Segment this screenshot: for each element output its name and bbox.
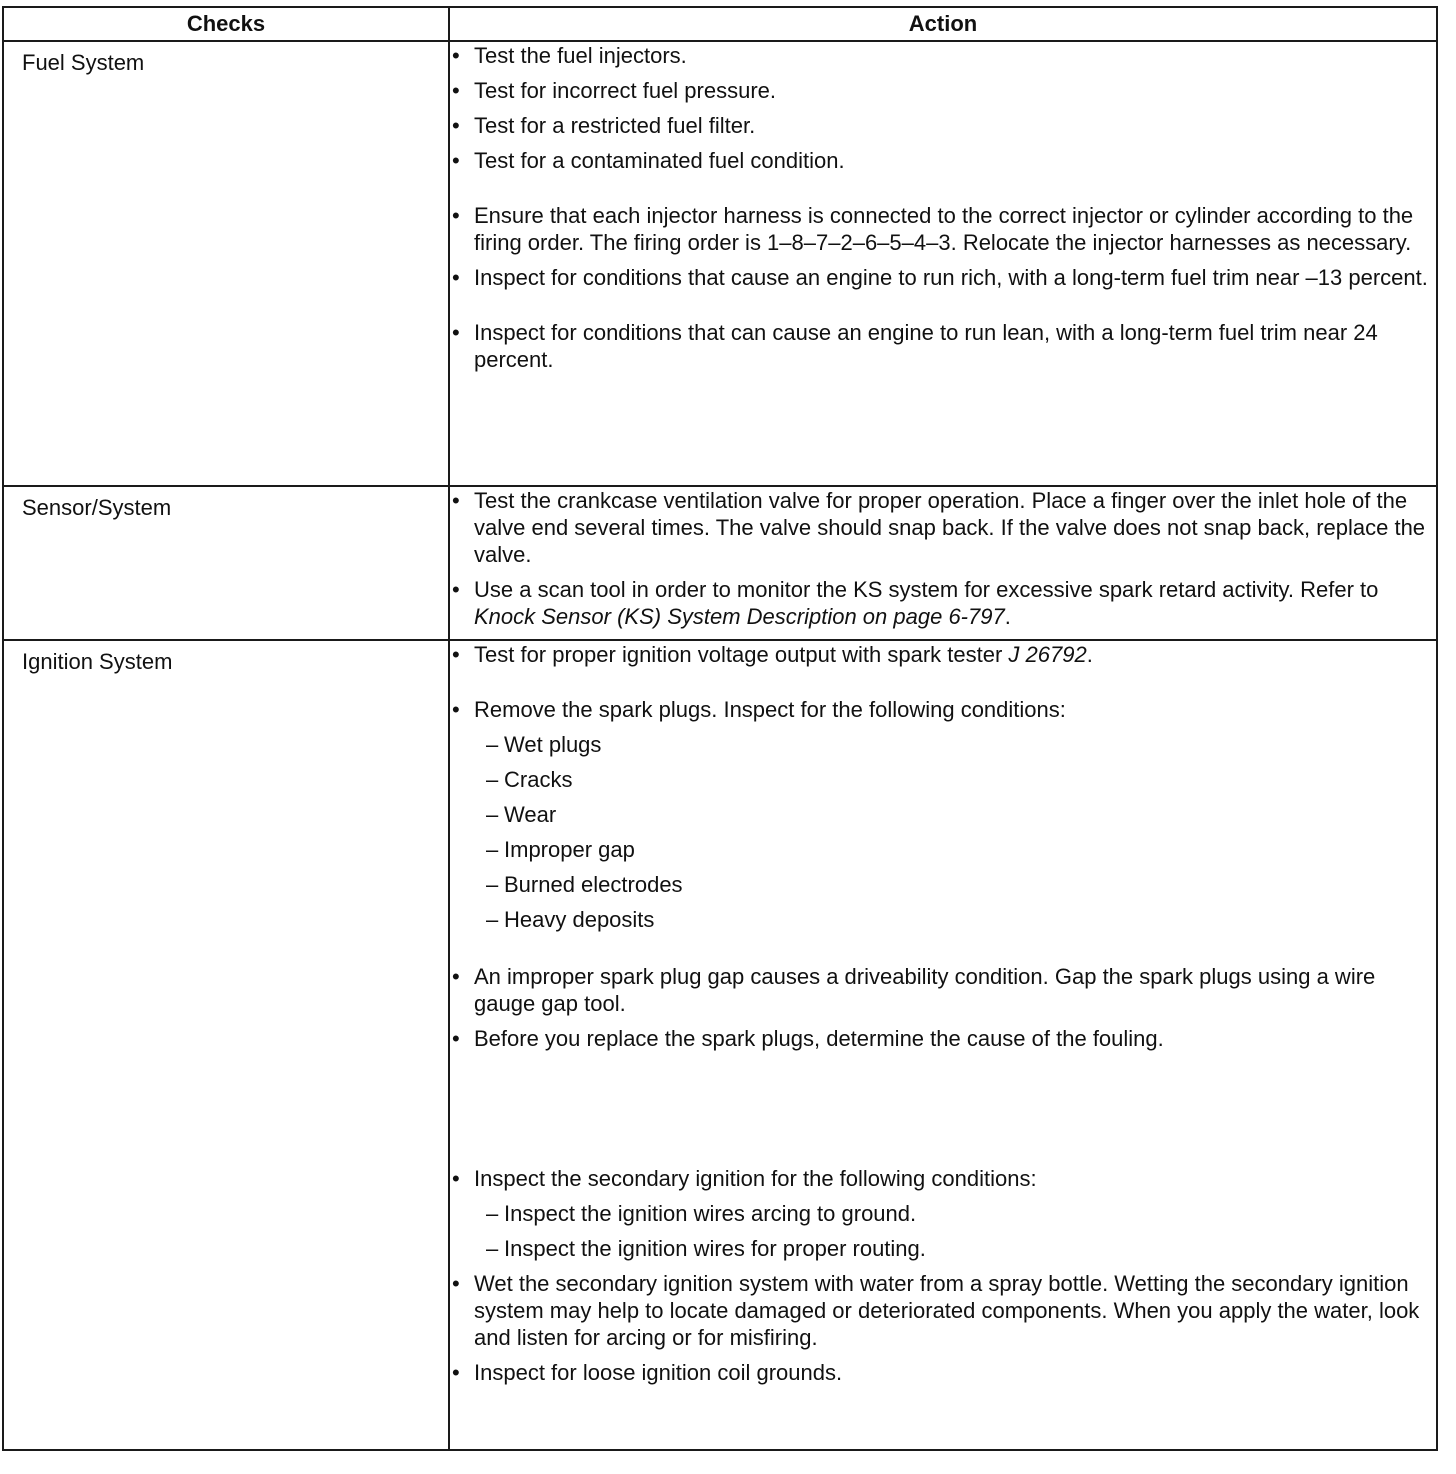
header-row [3, 7, 1437, 41]
action-list [450, 1165, 1436, 1386]
list-item: • Test for incorrect fuel pressure. [450, 77, 1436, 104]
list-item: • Test for a restricted fuel filter. [450, 112, 1436, 139]
check-label-sensor-system: Sensor/System [22, 495, 172, 520]
list-item [450, 1165, 1436, 1262]
action-list [450, 487, 1436, 630]
action-list [450, 42, 1436, 373]
sub-list-item: – Improper gap [486, 836, 1436, 863]
action-cell [449, 486, 1437, 640]
sub-list-item: – Wet plugs [486, 731, 1436, 758]
table-row-ignition-system [3, 640, 1437, 1450]
action-text: Inspect the secondary ignition for the following conditions: [474, 1166, 1037, 1191]
list-item: • Before you replace the spark plugs, determine the cause of the fouling. [450, 1025, 1436, 1052]
sub-list-item: – Heavy deposits [486, 906, 1436, 933]
action-text: Use a scan tool in order to monitor the KS system for excessive spark retard activity. Refer to [474, 577, 1379, 602]
action-text: Test for proper ignition voltage output with spark tester [474, 642, 1009, 667]
action-list [450, 641, 1436, 1052]
action-text: Remove the spark plugs. Inspect for the following conditions: [474, 697, 1066, 722]
list-item: • Test the crankcase ventilation valve for proper operation. Place a finger over the inlet hole of the valve end several times. The valve should snap back. If the valve does not snap back, replace the valve. [450, 487, 1436, 568]
table-row-sensor-system [3, 486, 1437, 640]
header-checks: Checks [3, 7, 449, 41]
sub-list-item: – Cracks [486, 766, 1436, 793]
sub-list-item: – Inspect the ignition wires for proper routing. [486, 1235, 1436, 1262]
action-cell [449, 41, 1437, 486]
action-cell [449, 640, 1437, 1450]
check-cell [3, 640, 449, 1450]
list-item: • Inspect for conditions that cause an engine to run rich, with a long-term fuel trim near –13 percent. [450, 264, 1436, 291]
check-label-fuel-system: Fuel System [22, 50, 145, 75]
sub-list [474, 1200, 1436, 1262]
sub-list [474, 731, 1436, 933]
action-text: . [1086, 642, 1093, 667]
action-text: . [1004, 604, 1011, 629]
diagnostic-table [2, 6, 1438, 1451]
check-cell [3, 41, 449, 486]
list-item: • Test the fuel injectors. [450, 42, 1436, 69]
sub-list-item: – Inspect the ignition wires arcing to ground. [486, 1200, 1436, 1227]
list-item: • Ensure that each injector harness is connected to the correct injector or cylinder according to the firing order. The firing order is 1–8–7–2–6–5–4–3. Relocate the injector harnesses as necessary. [450, 202, 1436, 256]
sub-list-item: – Burned electrodes [486, 871, 1436, 898]
blank-space [450, 1060, 1436, 1165]
list-item: • An improper spark plug gap causes a driveability condition. Gap the spark plugs using a wire gauge gap tool. [450, 963, 1436, 1017]
tool-reference: J 26792 [1008, 642, 1087, 667]
table-row-fuel-system [3, 41, 1437, 486]
list-item: • Wet the secondary ignition system with water from a spray bottle. Wetting the secondary ignition system may help to locate damaged or deteriorated components. When you apply the water, look and listen for arcing or for misfiring. [450, 1270, 1436, 1351]
list-item [450, 576, 1436, 630]
list-item: • Inspect for loose ignition coil grounds. [450, 1359, 1436, 1386]
list-item: • Test for a contaminated fuel condition. [450, 147, 1436, 174]
list-item [450, 696, 1436, 933]
check-label-ignition-system: Ignition System [22, 649, 173, 674]
cross-reference: Knock Sensor (KS) System Description on page 6-797 [474, 604, 1005, 629]
sub-list-item: – Wear [486, 801, 1436, 828]
list-item [450, 641, 1436, 668]
check-cell [3, 486, 449, 640]
list-item: • Inspect for conditions that can cause an engine to run lean, with a long-term fuel trim near 24 percent. [450, 319, 1436, 373]
header-action: Action [449, 7, 1437, 41]
